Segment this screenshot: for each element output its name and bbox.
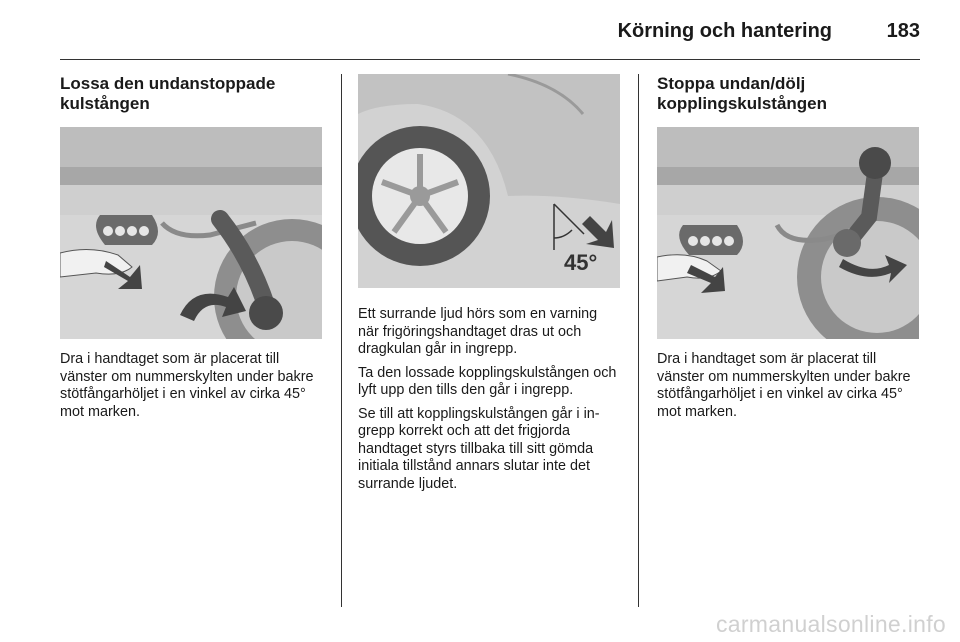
header-title: Körning och hantering <box>617 20 832 42</box>
section-heading-release: Lossa den undanstoppade kulstången <box>60 74 276 113</box>
column-divider-2 <box>638 74 639 607</box>
section-heading-stow: Stoppa undan/dölj kopplingskulstången <box>657 74 828 113</box>
paragraph-engage-correctly: Se till att kopplingskulstången går i in-grepp korrekt och att det frigjorda handtaget styrs tillbaka till sitt gömda initiala tillstånd annars slutar inte det surrande ljudet. <box>358 405 600 492</box>
page-number: 183 <box>886 20 920 42</box>
release-instruction: Dra i handtaget som är placerat till vänster om nummerskylten under bakre stötfångarhöljet i en vinkel av cirka 45° mot marken. <box>60 351 314 420</box>
column-divider-1 <box>341 74 342 607</box>
header-rule <box>60 59 920 60</box>
column-3 <box>657 74 919 427</box>
figure-release-handle <box>60 127 322 339</box>
illustration-car-rear-angle <box>358 74 620 288</box>
column-1 <box>60 74 322 427</box>
watermark: carmanualsonline.info <box>715 611 946 637</box>
column-2 <box>358 74 620 499</box>
angle-label: 45° <box>564 250 598 275</box>
paragraph-warning-sound: Ett surrande ljud hörs som en varning när frigöringshandtaget dras ut och dragkulan går in ingrepp. <box>358 306 598 357</box>
figure-angle <box>358 74 620 288</box>
stow-instruction: Dra i handtaget som är placerat till vänster om nummerskylten under bakre stötfångarhöljet i en vinkel av cirka 45° mot marken. <box>657 351 911 420</box>
figure-stow-bar <box>657 127 919 339</box>
illustration-stow-bar <box>657 127 919 339</box>
illustration-release-handle <box>60 127 322 339</box>
paragraph-lift-bar: Ta den lossade kopplingskulstången och lyft upp den tills den går i ingrepp. <box>358 364 617 398</box>
